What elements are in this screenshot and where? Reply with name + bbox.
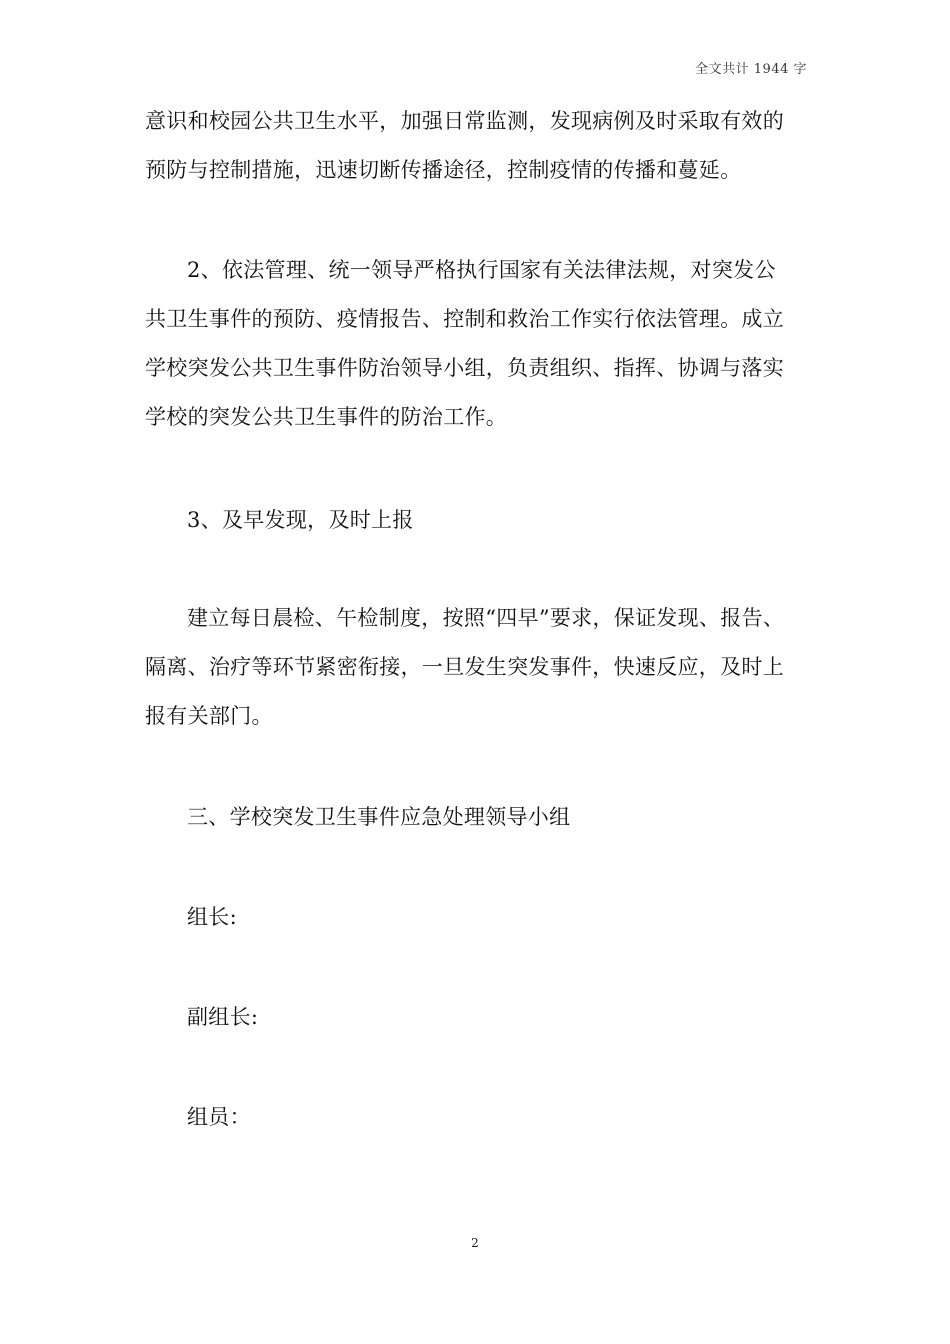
paragraph-line: 三、学校突发卫生事件应急处理领导小组 [187, 805, 571, 829]
section-heading-leadership-group [145, 793, 817, 842]
paragraph-line: 建立每日晨检、午检制度，按照“四早”要求，保证发现、报告、 [187, 606, 785, 630]
paragraph-line: 组员： [187, 1105, 251, 1129]
deputy-leader-label [145, 993, 817, 1042]
page-number: 2 [471, 1236, 479, 1250]
paragraph-prevention [145, 97, 817, 195]
paragraph-line: 报有关部门。 [145, 704, 273, 728]
paragraph-line: 3、及早发现，及时上报 [187, 508, 414, 532]
paragraph-line: 隔离、治疗等环节紧密衔接，一旦发生突发事件，快速反应，及时上 [145, 655, 784, 679]
paragraph-line: 副组长: [187, 1005, 259, 1029]
paragraph-line: 2、依法管理、统一领导严格执行国家有关法律法规，对突发公 [187, 258, 776, 282]
paragraph-line: 共卫生事件的预防、疫情报告、控制和救治工作实行依法管理。成立 [145, 307, 784, 331]
paragraph-line: 学校突发公共卫生事件防治领导小组，负责组织、指挥、协调与落实 [145, 356, 784, 380]
word-count-note: 全文共计 1944 字 [695, 62, 807, 77]
paragraph-line: 预防与控制措施，迅速切断传播途径，控制疫情的传播和蔓延。 [145, 158, 742, 182]
paragraph-line: 学校的突发公共卫生事件的防治工作。 [145, 405, 508, 429]
group-leader-label [145, 893, 817, 942]
paragraph-line: 组长: [187, 905, 237, 929]
paragraph-line: 意识和校园公共卫生水平，加强日常监测，发现病例及时采取有效的 [145, 109, 784, 133]
paragraph-daily-check [145, 594, 817, 741]
paragraph-legal-management [145, 246, 817, 442]
paragraph-early-report-heading [145, 496, 817, 545]
group-members-label [145, 1093, 817, 1142]
